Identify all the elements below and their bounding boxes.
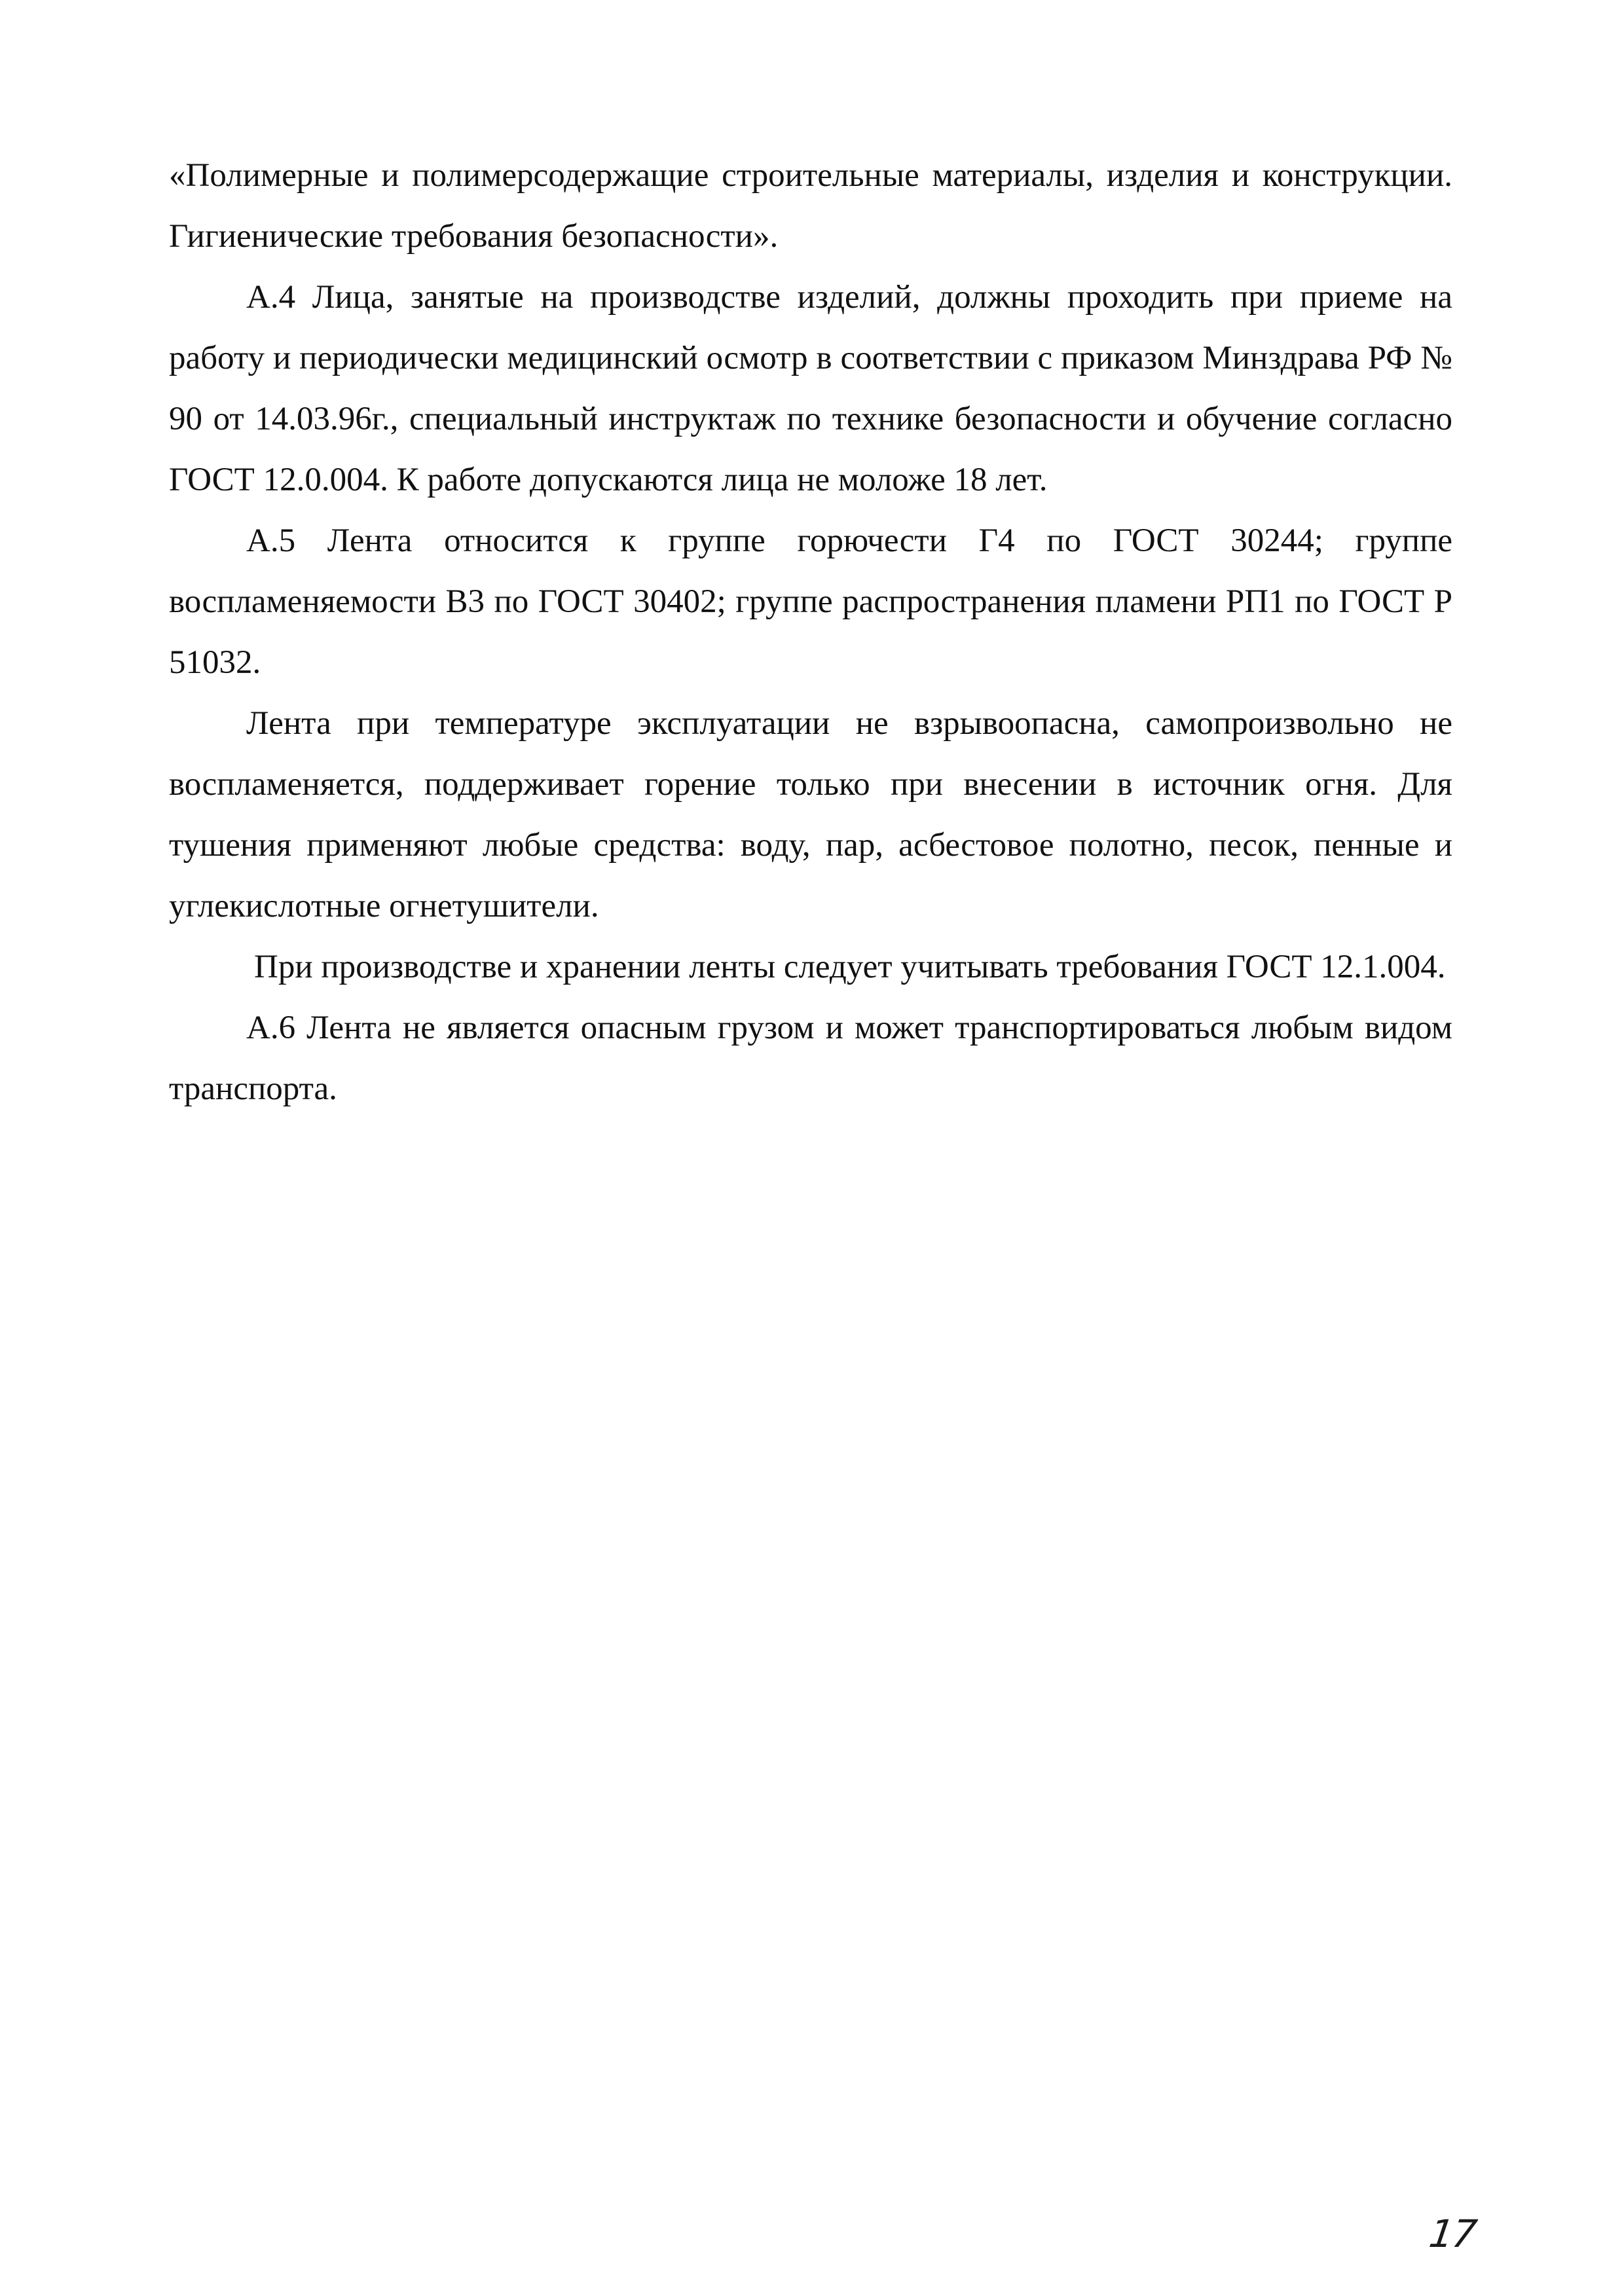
paragraph-fire-safety: Лента при температуре эксплуатации не взрывоопасна, самопроизвольно не воспламеняется, поддерживает горение только при внесении в источник огня. Для тушения применяют любые средства: воду, пар, асбестовое полотно, песок, пенные и углекислотные огнетушители.	[169, 705, 1452, 924]
paragraph-storage-requirements: При производстве и хранении ленты следует учитывать требования ГОСТ 12.1.004.	[254, 949, 1446, 985]
paragraph-a5-flammability: А.5 Лента относится к группе горючести Г4 по ГОСТ 30244; группе воспламеняемости В3 по ГОСТ 30402; группе распространения пламени РП1 по ГОСТ Р 51032.	[169, 522, 1452, 681]
paragraph-gost-title-continuation: «Полимерные и полимерсодержащие строительные материалы, изделия и конструкции. Гигиенические требования безопасности».	[169, 157, 1452, 255]
page-number: 17	[1426, 2212, 1479, 2256]
paragraph-a4-personnel: А.4 Лица, занятые на производстве изделий, должны проходить при приеме на работу и периодически медицинский осмотр в соответствии с приказом Минздрава РФ № 90 от 14.03.96г., специальный инструктаж по технике безопасности и обучение согласно ГОСТ 12.0.004. К работе допускаются лица не моложе 18 лет.	[169, 279, 1452, 498]
paragraph-a6-transport: А.6 Лента не является опасным грузом и может транспортироваться любым видом транспорта.	[169, 1010, 1452, 1107]
body-text	[169, 145, 1452, 1120]
